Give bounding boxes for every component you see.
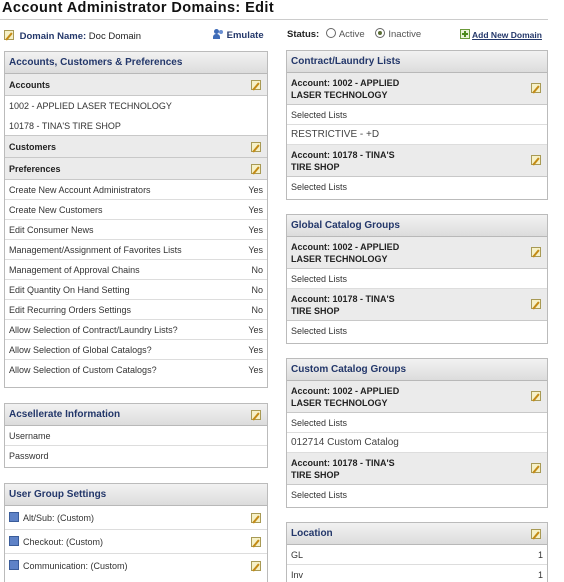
edit-preferences-icon[interactable] (251, 164, 261, 174)
edit-custom-catalog-icon[interactable] (531, 463, 541, 473)
selected-lists-label: Selected Lists (287, 413, 547, 433)
acsellerate-panel (4, 403, 268, 468)
account-name: Account: 1002 - APPLIED (291, 386, 400, 396)
selected-lists-label: Selected Lists (291, 182, 348, 192)
user-group-header: User Group Settings (5, 484, 267, 506)
edit-contract-lists-icon[interactable] (531, 155, 541, 165)
add-new-domain-label: Add New Domain (472, 30, 542, 40)
selected-lists-label: Selected Lists (287, 105, 547, 125)
location-label: Inv (291, 570, 304, 580)
user-group-panel (4, 483, 268, 582)
user-group-label: Communication: (Custom) (23, 561, 128, 571)
users-icon (213, 29, 224, 39)
preference-label: Allow Selection of Global Catalogs? (9, 345, 152, 355)
preference-value: Yes (248, 185, 263, 195)
custom-account-header (287, 453, 547, 485)
accounts-header (5, 74, 267, 96)
preference-value: Yes (248, 325, 263, 335)
account-name-cont: TIRE SHOP (291, 306, 340, 316)
domain-name-value: Doc Domain (88, 31, 142, 42)
edit-user-group-icon[interactable] (251, 537, 261, 547)
preference-label: Edit Consumer News (9, 225, 94, 235)
preference-value: No (251, 305, 263, 315)
selected-lists-label: Selected Lists (291, 490, 348, 500)
preferences-header (5, 158, 267, 180)
add-new-domain-link[interactable] (460, 29, 542, 40)
acsellerate-title: Acsellerate Information (9, 409, 121, 420)
edit-location-icon[interactable] (531, 529, 541, 539)
title-divider (0, 19, 548, 20)
location-value: 1 (537, 570, 543, 580)
preference-value: Yes (248, 225, 263, 235)
edit-user-group-icon[interactable] (251, 513, 261, 523)
preference-row (5, 180, 267, 200)
preference-row (5, 300, 267, 320)
status-inactive-label: Inactive (388, 29, 422, 40)
preferences-header-label: Preferences (9, 164, 61, 174)
account-name-cont: TIRE SHOP (291, 470, 340, 480)
edit-acsellerate-icon[interactable] (251, 410, 261, 420)
accounts-header-label: Accounts (9, 80, 51, 90)
account-name-cont: LASER TECHNOLOGY (291, 398, 388, 408)
global-account-header (287, 237, 547, 269)
preference-row (5, 220, 267, 240)
preference-row (5, 340, 267, 360)
preference-label: Allow Selection of Contract/Laundry Lists? (9, 325, 178, 335)
location-row (287, 545, 547, 565)
contract-account-header (287, 145, 547, 177)
edit-global-catalog-icon[interactable] (531, 299, 541, 309)
preference-row (5, 260, 267, 280)
preference-label: Management of Approval Chains (9, 265, 140, 275)
customers-header-label: Customers (9, 142, 57, 152)
location-value: 1 (537, 550, 543, 560)
account-name: Account: 1002 - APPLIED (291, 242, 400, 252)
edit-custom-catalog-icon[interactable] (531, 391, 541, 401)
selected-list-value: 012714 Custom Catalog (287, 433, 547, 453)
page-title: Account Administrator Domains: Edit (2, 0, 275, 16)
group-icon (9, 512, 19, 522)
contract-header: Contract/Laundry Lists (287, 51, 547, 73)
preference-row (5, 200, 267, 220)
edit-user-group-icon[interactable] (251, 561, 261, 571)
global-account-header (287, 289, 547, 321)
domain-name-row (4, 30, 141, 42)
acsellerate-password: Password (9, 451, 49, 461)
user-group-row (5, 506, 267, 530)
account-name-cont: LASER TECHNOLOGY (291, 254, 388, 264)
user-group-label: Checkout: (Custom) (23, 537, 104, 547)
preference-label: Create New Customers (9, 205, 103, 215)
preference-value: Yes (248, 245, 263, 255)
acsellerate-header (5, 404, 267, 426)
user-group-row (5, 530, 267, 554)
emulate-label: Emulate (226, 30, 264, 41)
preference-value: Yes (248, 365, 263, 375)
account-name: Account: 10178 - TINA'S (291, 458, 395, 468)
user-group-label: Alt/Sub: (Custom) (23, 513, 95, 523)
account-item: 10178 - TINA'S TIRE SHOP (5, 116, 267, 136)
edit-contract-lists-icon[interactable] (531, 83, 541, 93)
user-group-row (5, 554, 267, 578)
group-icon (9, 560, 19, 570)
status-label: Status: (287, 29, 320, 40)
selected-list-value: RESTRICTIVE - +D (287, 125, 547, 145)
account-name: Account: 1002 - APPLIED (291, 78, 400, 88)
preference-value: Yes (248, 205, 263, 215)
preference-label: Edit Recurring Orders Settings (9, 305, 132, 315)
acsellerate-username: Username (5, 426, 267, 446)
preference-label: Create New Account Administrators (9, 185, 151, 195)
preference-row (5, 320, 267, 340)
location-header (287, 523, 547, 545)
edit-icon[interactable] (4, 30, 14, 40)
custom-catalog-panel (286, 358, 548, 508)
account-name: Account: 10178 - TINA'S (291, 150, 395, 160)
global-catalog-panel (286, 214, 548, 344)
contract-panel (286, 50, 548, 200)
location-row (287, 565, 547, 582)
custom-catalog-header: Custom Catalog Groups (287, 359, 547, 381)
group-icon (9, 536, 19, 546)
customers-header (5, 136, 267, 158)
location-title: Location (291, 528, 333, 539)
status-row (287, 28, 421, 40)
location-panel (286, 522, 548, 582)
domain-name-label: Domain Name: (19, 31, 87, 42)
status-active-radio[interactable] (326, 28, 336, 38)
status-inactive-radio[interactable] (375, 28, 385, 38)
account-name-cont: LASER TECHNOLOGY (291, 90, 388, 100)
account-name-cont: TIRE SHOP (291, 162, 340, 172)
edit-customers-icon[interactable] (251, 142, 261, 152)
emulate-link[interactable] (213, 29, 264, 41)
location-label: GL (291, 550, 304, 560)
preference-row (5, 280, 267, 300)
status-active-label: Active (338, 29, 365, 40)
edit-accounts-icon[interactable] (251, 80, 261, 90)
acp-panel (4, 51, 268, 388)
selected-lists-label: Selected Lists (287, 269, 547, 289)
preference-row (5, 360, 267, 380)
account-item: 1002 - APPLIED LASER TECHNOLOGY (9, 101, 172, 111)
account-name: Account: 10178 - TINA'S (291, 294, 395, 304)
preference-value: Yes (248, 345, 263, 355)
global-catalog-header: Global Catalog Groups (287, 215, 547, 237)
preference-value: No (251, 285, 263, 295)
selected-lists-label: Selected Lists (291, 326, 348, 336)
preference-label: Edit Quantity On Hand Setting (9, 285, 130, 295)
preference-value: No (251, 265, 263, 275)
add-icon (460, 29, 470, 39)
acp-panel-header: Accounts, Customers & Preferences (5, 52, 267, 74)
edit-global-catalog-icon[interactable] (531, 247, 541, 257)
preference-label: Management/Assignment of Favorites Lists (9, 245, 182, 255)
custom-account-header (287, 381, 547, 413)
contract-account-header (287, 73, 547, 105)
preference-row (5, 240, 267, 260)
preference-label: Allow Selection of Custom Catalogs? (9, 365, 157, 375)
